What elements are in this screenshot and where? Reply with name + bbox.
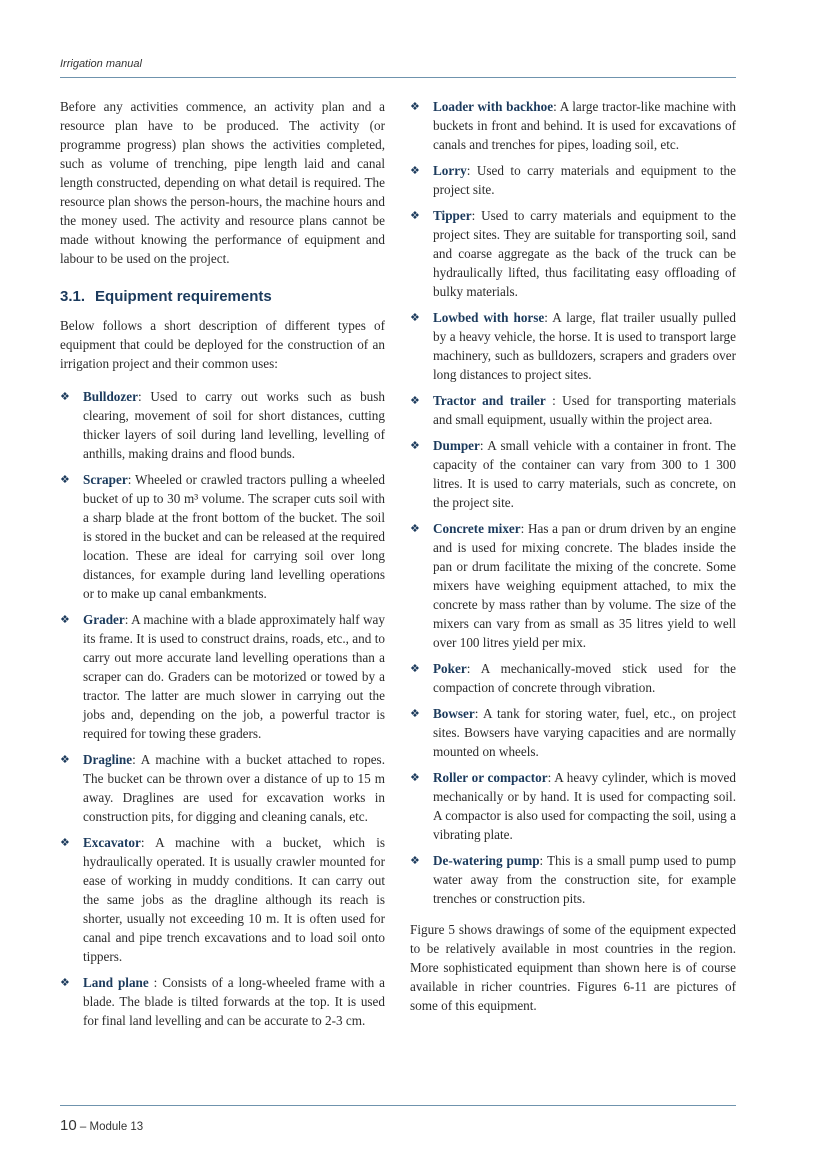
equipment-description: : A heavy cylinder, which is moved mechanically or by hand. It is used for compacting soil. A compactor is also used for compacting the soil, using a vibrating plate. xyxy=(433,770,736,842)
equipment-term: Lorry xyxy=(433,163,467,178)
bullet-icon: ❖ xyxy=(60,976,70,989)
equipment-description: : Consists of a long-wheeled frame with a blade. The blade is tilted forwards at the top. It is used for final land levelling and can be accurate to 2-3 cm. xyxy=(83,975,385,1028)
page-number: 10 xyxy=(60,1117,77,1134)
bullet-icon: ❖ xyxy=(410,771,420,784)
list-item xyxy=(410,768,736,844)
equipment-list-left xyxy=(60,387,385,1030)
list-item xyxy=(410,206,736,301)
bullet-icon: ❖ xyxy=(60,473,70,486)
equipment-description: : A small vehicle with a container in front. The capacity of the container can vary from 300 to 1 300 litres. It is used to carry materials, such as concrete, on the project site. xyxy=(433,438,736,510)
equipment-term: Dragline xyxy=(83,752,133,767)
list-item xyxy=(410,391,736,429)
page-footer xyxy=(60,1117,143,1134)
equipment-description: : Wheeled or crawled tractors pulling a wheeled bucket of up to 30 m³ volume. The scraper cuts soil with a sharp blade at the front bottom of the bucket. The soil is stored in the bucket and can be released at the required location. These are ideal for carrying soil over long distances, for example during land levelling operations or to make up canal embankments. xyxy=(83,472,385,601)
closing-paragraph: Figure 5 shows drawings of some of the equipment expected to be relatively available in most countries in the region. More sophisticated equipment than shown here is of course available in richer countries. Figures 6-11 are pictures of some of this equipment. xyxy=(410,922,736,1013)
equipment-term: Poker xyxy=(433,661,467,676)
bullet-icon: ❖ xyxy=(410,209,420,222)
equipment-description: : Used to carry materials and equipment to the project sites. They are suitable for transporting soil, sand and coarse aggregate as the back of the truck can be hydraulically lifted, thus facilitating easy offloading of bulky materials. xyxy=(433,208,736,299)
list-item xyxy=(60,973,385,1030)
bullet-icon: ❖ xyxy=(60,836,70,849)
bullet-icon: ❖ xyxy=(410,662,420,675)
bullet-icon: ❖ xyxy=(410,854,420,867)
list-item xyxy=(410,659,736,697)
equipment-description: : A tank for storing water, fuel, etc., on project sites. Bowsers have varying capacities and are normally mounted on wheels. xyxy=(433,706,736,759)
list-item xyxy=(410,436,736,512)
header-rule xyxy=(60,77,736,78)
equipment-description: : Used to carry materials and equipment to the project site. xyxy=(433,163,736,197)
right-column xyxy=(410,97,736,1033)
equipment-term: De-watering pump xyxy=(433,853,540,868)
footer-rule xyxy=(60,1105,736,1106)
list-item xyxy=(410,851,736,908)
equipment-term: Bulldozer xyxy=(83,389,138,404)
list-item xyxy=(410,308,736,384)
list-item xyxy=(410,97,736,154)
equipment-description: : A mechanically-moved stick used for the compaction of concrete through vibration. xyxy=(433,661,736,695)
list-item xyxy=(60,470,385,603)
equipment-description: : A large, flat trailer usually pulled by a heavy vehicle, the horse. It is used to transport large machinery, such as bulldozers, scrapers and graders over long distances to project sites. xyxy=(433,310,736,382)
list-item xyxy=(60,387,385,463)
intro-paragraph: Before any activities commence, an activity plan and a resource plan have to be produced. The activity (or programme progress) plan shows the activities completed, such as volume of trenching, pipe length laid and canal length constructed, depending on what detail is required. The resource plan shows the person-hours, the machine hours and the money used. The activity and resource plans cannot be made without knowing the performance of equipment and labour to be used on the project. xyxy=(60,99,385,266)
section-number: 3.1. xyxy=(60,288,86,305)
bullet-icon: ❖ xyxy=(410,311,420,324)
list-item xyxy=(60,833,385,966)
bullet-icon: ❖ xyxy=(410,100,420,113)
bullet-icon: ❖ xyxy=(60,613,70,626)
equipment-description: : Has a pan or drum driven by an engine and is used for mixing concrete. The blades inside the pan or drum facilitate the mixing of the concrete. Some mixers have weighing equipment attached, to mix the concrete by mass rather than by volume. The size of the mixers can vary from as small as 35 litres yield to well over 100 litres yield per mix. xyxy=(433,521,736,650)
section-title: Equipment requirements xyxy=(95,288,272,305)
bullet-icon: ❖ xyxy=(410,707,420,720)
running-title: Irrigation manual xyxy=(60,58,142,70)
section-intro: Below follows a short description of different types of equipment that could be deployed for the construction of an irrigation project and their common uses: xyxy=(60,318,385,371)
section-heading xyxy=(60,286,385,308)
equipment-term: Concrete mixer xyxy=(433,521,521,536)
bullet-icon: ❖ xyxy=(410,164,420,177)
module-label: Module 13 xyxy=(89,1121,144,1133)
equipment-term: Grader xyxy=(83,612,125,627)
equipment-term: Land plane xyxy=(83,975,149,990)
equipment-description: : A machine with a blade approximately half way its frame. It is used to construct drains, roads, etc., and to carry out more accurate land levelling operations than a scraper can do. Graders can be motorized or towed by a tractor. The latter are much slower in carrying out the jobs and, depending on the job, a powerful tractor is required for towing these graders. xyxy=(83,612,385,741)
bullet-icon: ❖ xyxy=(410,522,420,535)
bullet-icon: ❖ xyxy=(410,394,420,407)
bullet-icon: ❖ xyxy=(410,439,420,452)
list-item xyxy=(410,519,736,652)
equipment-term: Dumper xyxy=(433,438,480,453)
equipment-term: Roller or compactor xyxy=(433,770,548,785)
equipment-term: Tractor and trailer xyxy=(433,393,546,408)
footer-separator: – xyxy=(79,1121,87,1133)
list-item xyxy=(60,610,385,743)
equipment-term: Loader with backhoe xyxy=(433,99,554,114)
equipment-description: : A machine with a bucket, which is hydraulically operated. It is usually crawler mounted for ease of working in muddy conditions. It can carry out the same jobs as the dragline although its reach is shorter, usually not exceeding 10 m. It is often used for canal and pipe trench excavations and to load soil onto tippers. xyxy=(83,835,385,964)
bullet-icon: ❖ xyxy=(60,390,70,403)
left-column xyxy=(60,97,385,1042)
list-item xyxy=(410,161,736,199)
equipment-term: Scraper xyxy=(83,472,128,487)
equipment-term: Bowser xyxy=(433,706,475,721)
equipment-list-right xyxy=(410,97,736,908)
list-item xyxy=(410,704,736,761)
equipment-term: Tipper xyxy=(433,208,472,223)
equipment-description: : A machine with a bucket attached to ropes. The bucket can be thrown over a distance of up to 15 m away. Draglines are used for excavation works in construction pits, for digging and cleaning canals, etc. xyxy=(83,752,385,824)
equipment-description: : A large tractor-like machine with buckets in front and behind. It is used for excavations of canals and trenches for pipes, loading soil, etc. xyxy=(433,99,736,152)
equipment-term: Excavator xyxy=(83,835,141,850)
equipment-description: : Used for transporting materials and small equipment, usually within the project area. xyxy=(433,393,736,427)
equipment-description: : Used to carry out works such as bush clearing, movement of soil for short distances, cutting thicker layers of soil during land levelling, levelling of anthills, making drains and flood bunds. xyxy=(83,389,385,461)
list-item xyxy=(60,750,385,826)
bullet-icon: ❖ xyxy=(60,753,70,766)
equipment-term: Lowbed with horse xyxy=(433,310,545,325)
equipment-description: : This is a small pump used to pump water away from the construction site, for example trenches or construction pits. xyxy=(433,853,736,906)
